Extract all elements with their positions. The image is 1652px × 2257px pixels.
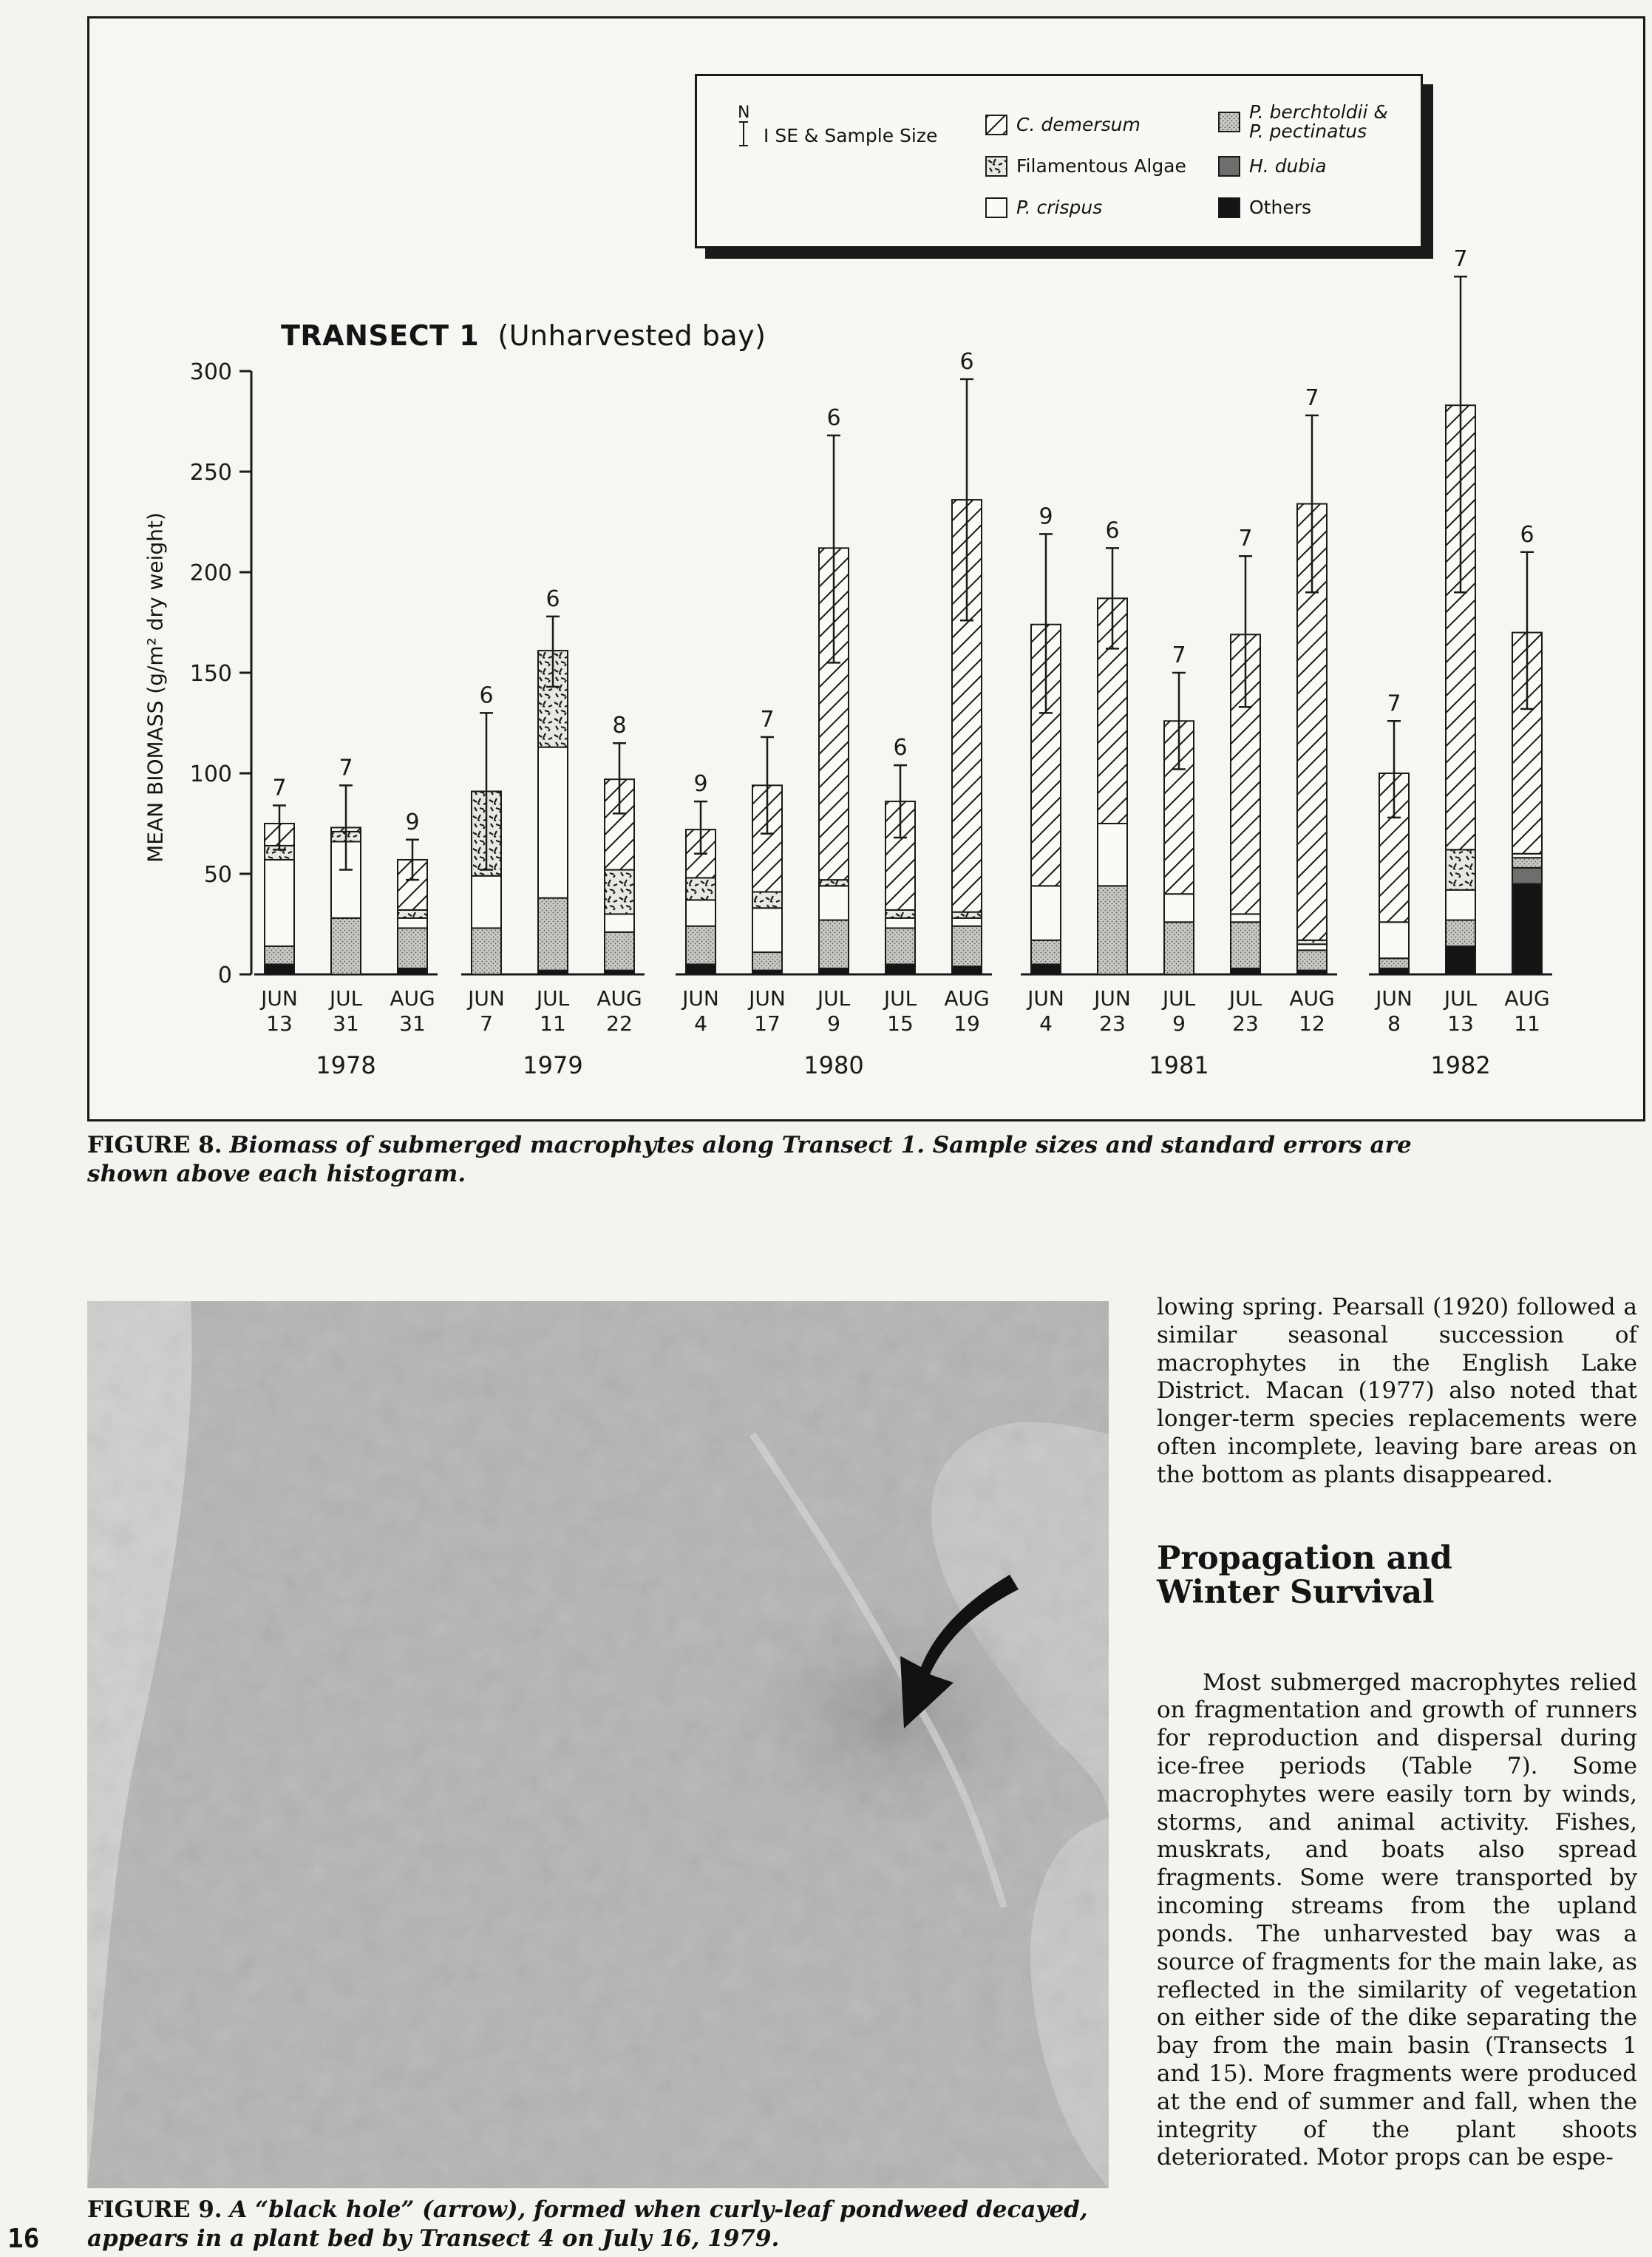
x-tick-day: 19 — [954, 1011, 980, 1036]
chart-legend — [695, 74, 1423, 248]
legend-se-label-item — [764, 126, 937, 146]
bar-segment-p-berchtoldii — [398, 928, 427, 968]
x-tick-month: AUG — [1289, 986, 1335, 1011]
legend-label-p-pectinatus: P. pectinatus — [1249, 121, 1367, 143]
bar-segment-p-berchtoldii — [819, 920, 849, 968]
figure-9-caption-label: FIGURE 9. — [87, 2196, 222, 2223]
chart-title-bold: TRANSECT 1 — [281, 319, 480, 352]
x-tick-month: JUL — [1228, 986, 1262, 1011]
bar-segment-p-berchtoldii — [331, 918, 361, 974]
bar-segment-p-crispus — [538, 747, 568, 898]
bar-segment-p-crispus — [752, 908, 782, 952]
x-tick-month: JUL — [329, 986, 363, 1011]
error-bar-icon — [738, 121, 749, 146]
bar-segment-p-berchtoldii — [605, 932, 634, 971]
x-tick-day: 8 — [1387, 1011, 1401, 1036]
bar-segment-p-crispus — [1231, 914, 1260, 922]
bar-segment-p-berchtoldii — [1512, 858, 1542, 868]
x-tick-day: 4 — [694, 1011, 707, 1036]
legend-item-p-berchtoldii — [1218, 103, 1388, 142]
figure-9-caption-text: A “black hole” (arrow), formed when curly-leaf pondweed decayed, appears in a plant bed by Transect 4 on July 16, 1979. — [87, 2196, 1088, 2252]
x-tick-month: AUG — [596, 986, 642, 1011]
x-tick-month: JUN — [682, 986, 719, 1011]
legend-label-filamentous: Filamentous Algae — [1016, 155, 1186, 177]
legend-label-c-demersum: C. demersum — [1016, 113, 1141, 135]
bar-segment-p-crispus — [472, 876, 501, 929]
bar-segment-others — [819, 968, 849, 974]
bar-segment-p-berchtoldii — [1164, 922, 1194, 974]
x-tick-day: 7 — [480, 1011, 493, 1036]
chart-title-rest: (Unharvested bay) — [497, 319, 766, 352]
sample-size-label: 7 — [1305, 384, 1319, 411]
bar-segment-others — [1379, 968, 1409, 974]
body-paragraph-1: lowing spring. Pearsall (1920) followed a similar seasonal succession of macrophytes in the English Lake District. Macan (1977) also noted that longer-term species replacements were often incomplete, leaving bare areas on the bottom as plants disappeared. — [1157, 1294, 1637, 1488]
bar-segment-filamentous — [398, 910, 427, 918]
section-heading-line-2: Winter Survival — [1157, 1574, 1435, 1612]
x-tick-month: JUN — [1027, 986, 1064, 1011]
x-tick-day: 15 — [887, 1011, 914, 1036]
x-tick-day: 11 — [1514, 1011, 1540, 1036]
blank-swatch-icon — [985, 197, 1007, 218]
bar-segment-others — [686, 964, 715, 974]
bar-segment-p-berchtoldii — [1098, 886, 1127, 974]
year-label: 1979 — [523, 1051, 583, 1079]
sample-size-label: 6 — [959, 348, 974, 375]
sample-size-label: 6 — [479, 682, 494, 709]
sample-size-label: 6 — [545, 586, 560, 612]
bar-segment-others — [398, 968, 427, 974]
y-axis-label: MEAN BIOMASS (g/m² dry weight) — [143, 512, 168, 863]
legend-item-h-dubia — [1218, 156, 1327, 177]
bar-segment-p-crispus — [398, 918, 427, 929]
dark-gray-swatch-icon — [1218, 156, 1240, 177]
legend-item-filamentous — [985, 156, 1186, 177]
bar-segment-p-crispus — [1031, 886, 1061, 940]
x-tick-month: JUL — [536, 986, 570, 1011]
sample-size-label: 6 — [1105, 517, 1120, 544]
bar-segment-p-berchtoldii — [1379, 958, 1409, 968]
x-tick-day: 12 — [1299, 1011, 1325, 1036]
aerial-photo — [87, 1301, 1109, 2188]
legend-item-p-crispus — [985, 197, 1102, 218]
bar-segment-filamentous — [819, 880, 849, 886]
sample-size-label: 6 — [1520, 521, 1534, 548]
sample-size-label: 7 — [760, 707, 775, 733]
x-tick-day: 11 — [540, 1011, 566, 1036]
bar-segment-filamentous — [952, 912, 982, 918]
legend-label-p-crispus: P. crispus — [1016, 196, 1103, 218]
legend-label-p-berchtoldii: P. berchtoldii & — [1249, 101, 1388, 123]
x-tick-day: 23 — [1099, 1011, 1126, 1036]
bar-segment-p-berchtoldii — [538, 898, 568, 971]
sample-size-label: 7 — [339, 755, 353, 781]
y-tick-label: 300 — [189, 359, 232, 385]
section-heading-line-1: Propagation and — [1157, 1539, 1452, 1577]
x-tick-day: 31 — [333, 1011, 359, 1036]
bar-segment-p-berchtoldii — [886, 928, 915, 964]
bar-segment-others — [952, 966, 982, 974]
hatch-swatch-icon — [985, 115, 1007, 135]
right-column — [1157, 1294, 1637, 2172]
sample-size-label: 7 — [1453, 246, 1468, 273]
bar-segment-p-berchtoldii — [1446, 920, 1475, 946]
y-tick-label: 0 — [217, 963, 232, 988]
year-label: 1981 — [1149, 1051, 1209, 1079]
page-number: 16 — [7, 2224, 40, 2254]
bar-segment-p-berchtoldii — [472, 928, 501, 974]
bar-segment-others — [265, 964, 294, 974]
bar-segment-p-crispus — [1379, 922, 1409, 958]
bar-segment-p-berchtoldii — [752, 952, 782, 970]
bar-segment-p-berchtoldii — [1231, 922, 1260, 968]
bar-segment-p-crispus — [265, 860, 294, 946]
year-label: 1978 — [316, 1051, 376, 1079]
x-tick-month: JUN — [468, 986, 505, 1011]
figure-8-caption — [87, 1131, 1418, 1189]
x-tick-day: 9 — [827, 1011, 840, 1036]
x-tick-month: JUN — [1094, 986, 1131, 1011]
bar-segment-p-crispus — [1446, 890, 1475, 920]
bar-segment-p-berchtoldii — [1297, 950, 1327, 970]
sample-size-label: 7 — [1387, 690, 1401, 717]
bar-segment-filamentous — [686, 878, 715, 900]
x-tick-month: JUN — [261, 986, 298, 1011]
sample-size-label: 9 — [405, 809, 420, 835]
year-label: 1980 — [803, 1051, 864, 1079]
bar-segment-filamentous — [1446, 849, 1475, 889]
x-tick-month: JUN — [749, 986, 786, 1011]
sample-size-label: 6 — [826, 405, 841, 432]
body-paragraph-2: Most submerged macrophytes relied on fragmentation and growth of runners for reproduction and dispersal during ice-free periods (Table 7). Some macrophytes were easily torn by winds, storms, and animal activity. Fishes, muskrats, and boats also spread fragments. Some were transported by incoming streams from the upland ponds. The unharvested bay was a source of fragments for the main lake, as reflected in the similarity of vegetation on either side of the dike separating the bay from the main basin (Transects 1 and 15). More fragments were produced at the end of summer and fall, when the integrity of the plant shoots deteriorated. Motor props can be espe- — [1157, 1669, 1637, 2171]
bar-segment-p-berchtoldii — [686, 926, 715, 965]
legend-item-c-demersum — [985, 115, 1141, 135]
x-tick-month: JUN — [1376, 986, 1413, 1011]
x-tick-month: JUL — [1162, 986, 1196, 1011]
x-tick-day: 23 — [1232, 1011, 1259, 1036]
bar-segment-filamentous — [605, 870, 634, 914]
y-tick-label: 50 — [203, 862, 232, 888]
sample-size-label: 7 — [1172, 642, 1186, 668]
x-tick-month: AUG — [390, 986, 435, 1011]
x-tick-month: AUG — [944, 986, 990, 1011]
sample-size-label: 7 — [1238, 526, 1253, 552]
x-tick-day: 13 — [266, 1011, 293, 1036]
algae-swatch-icon — [985, 156, 1007, 177]
sample-size-label: 7 — [272, 775, 287, 801]
sample-size-label: 6 — [893, 735, 908, 761]
bar-segment-p-crispus — [819, 886, 849, 920]
bar-segment-p-crispus — [952, 918, 982, 926]
bar-segment-p-berchtoldii — [265, 946, 294, 964]
bar-segment-others — [1031, 964, 1061, 974]
year-label: 1982 — [1430, 1051, 1491, 1079]
x-tick-month: AUG — [1504, 986, 1550, 1011]
bar-segment-filamentous — [752, 892, 782, 908]
bar-segment-p-crispus — [686, 900, 715, 926]
legend-label-others: Others — [1249, 196, 1312, 218]
x-tick-day: 22 — [606, 1011, 633, 1036]
legend-se-symbol — [738, 104, 749, 146]
figure-9-caption — [87, 2196, 1137, 2253]
bar-segment-p-crispus — [1164, 894, 1194, 922]
sample-size-label: 9 — [1039, 503, 1053, 530]
bar-segment-others — [1512, 884, 1542, 974]
y-tick-label: 150 — [189, 661, 232, 687]
x-tick-day: 17 — [754, 1011, 781, 1036]
bar-segment-p-crispus — [605, 914, 634, 931]
bar-segment-h-dubia — [1512, 868, 1542, 884]
bar-segment-others — [1446, 946, 1475, 974]
sample-size-label: 8 — [612, 713, 627, 739]
x-tick-day: 9 — [1172, 1011, 1186, 1036]
legend-label-h-dubia: H. dubia — [1249, 155, 1327, 177]
bar-segment-filamentous — [886, 910, 915, 918]
x-tick-month: JUL — [817, 986, 851, 1011]
legend-se-label: I SE & Sample Size — [764, 125, 938, 146]
y-tick-label: 200 — [189, 560, 232, 586]
figure-8-caption-label: FIGURE 8. — [87, 1132, 222, 1158]
x-tick-day: 4 — [1039, 1011, 1053, 1036]
sample-size-label: 9 — [693, 771, 708, 798]
x-tick-day: 13 — [1447, 1011, 1474, 1036]
x-tick-month: JUL — [1444, 986, 1478, 1011]
bar-segment-p-crispus — [1098, 824, 1127, 886]
bar-segment-p-crispus — [1297, 944, 1327, 950]
figure-8-caption-text: Biomass of submerged macrophytes along Transect 1. Sample sizes and standard errors are shown above each histogram. — [87, 1132, 1412, 1187]
legend-n-symbol: N — [738, 103, 750, 122]
y-tick-label: 100 — [189, 761, 232, 787]
bar-segment-p-berchtoldii — [952, 926, 982, 966]
x-tick-day: 31 — [399, 1011, 426, 1036]
y-tick-label: 250 — [189, 460, 232, 486]
bar-segment-p-crispus — [886, 918, 915, 929]
black-swatch-icon — [1218, 197, 1240, 218]
chart-title — [281, 319, 766, 352]
section-heading — [1157, 1541, 1637, 1610]
bar-segment-others — [886, 964, 915, 974]
bar-segment-p-berchtoldii — [1031, 940, 1061, 965]
legend-item-others — [1218, 197, 1311, 218]
stipple-swatch-icon — [1218, 112, 1240, 132]
bar-segment-others — [1231, 968, 1260, 974]
x-tick-month: JUL — [883, 986, 917, 1011]
